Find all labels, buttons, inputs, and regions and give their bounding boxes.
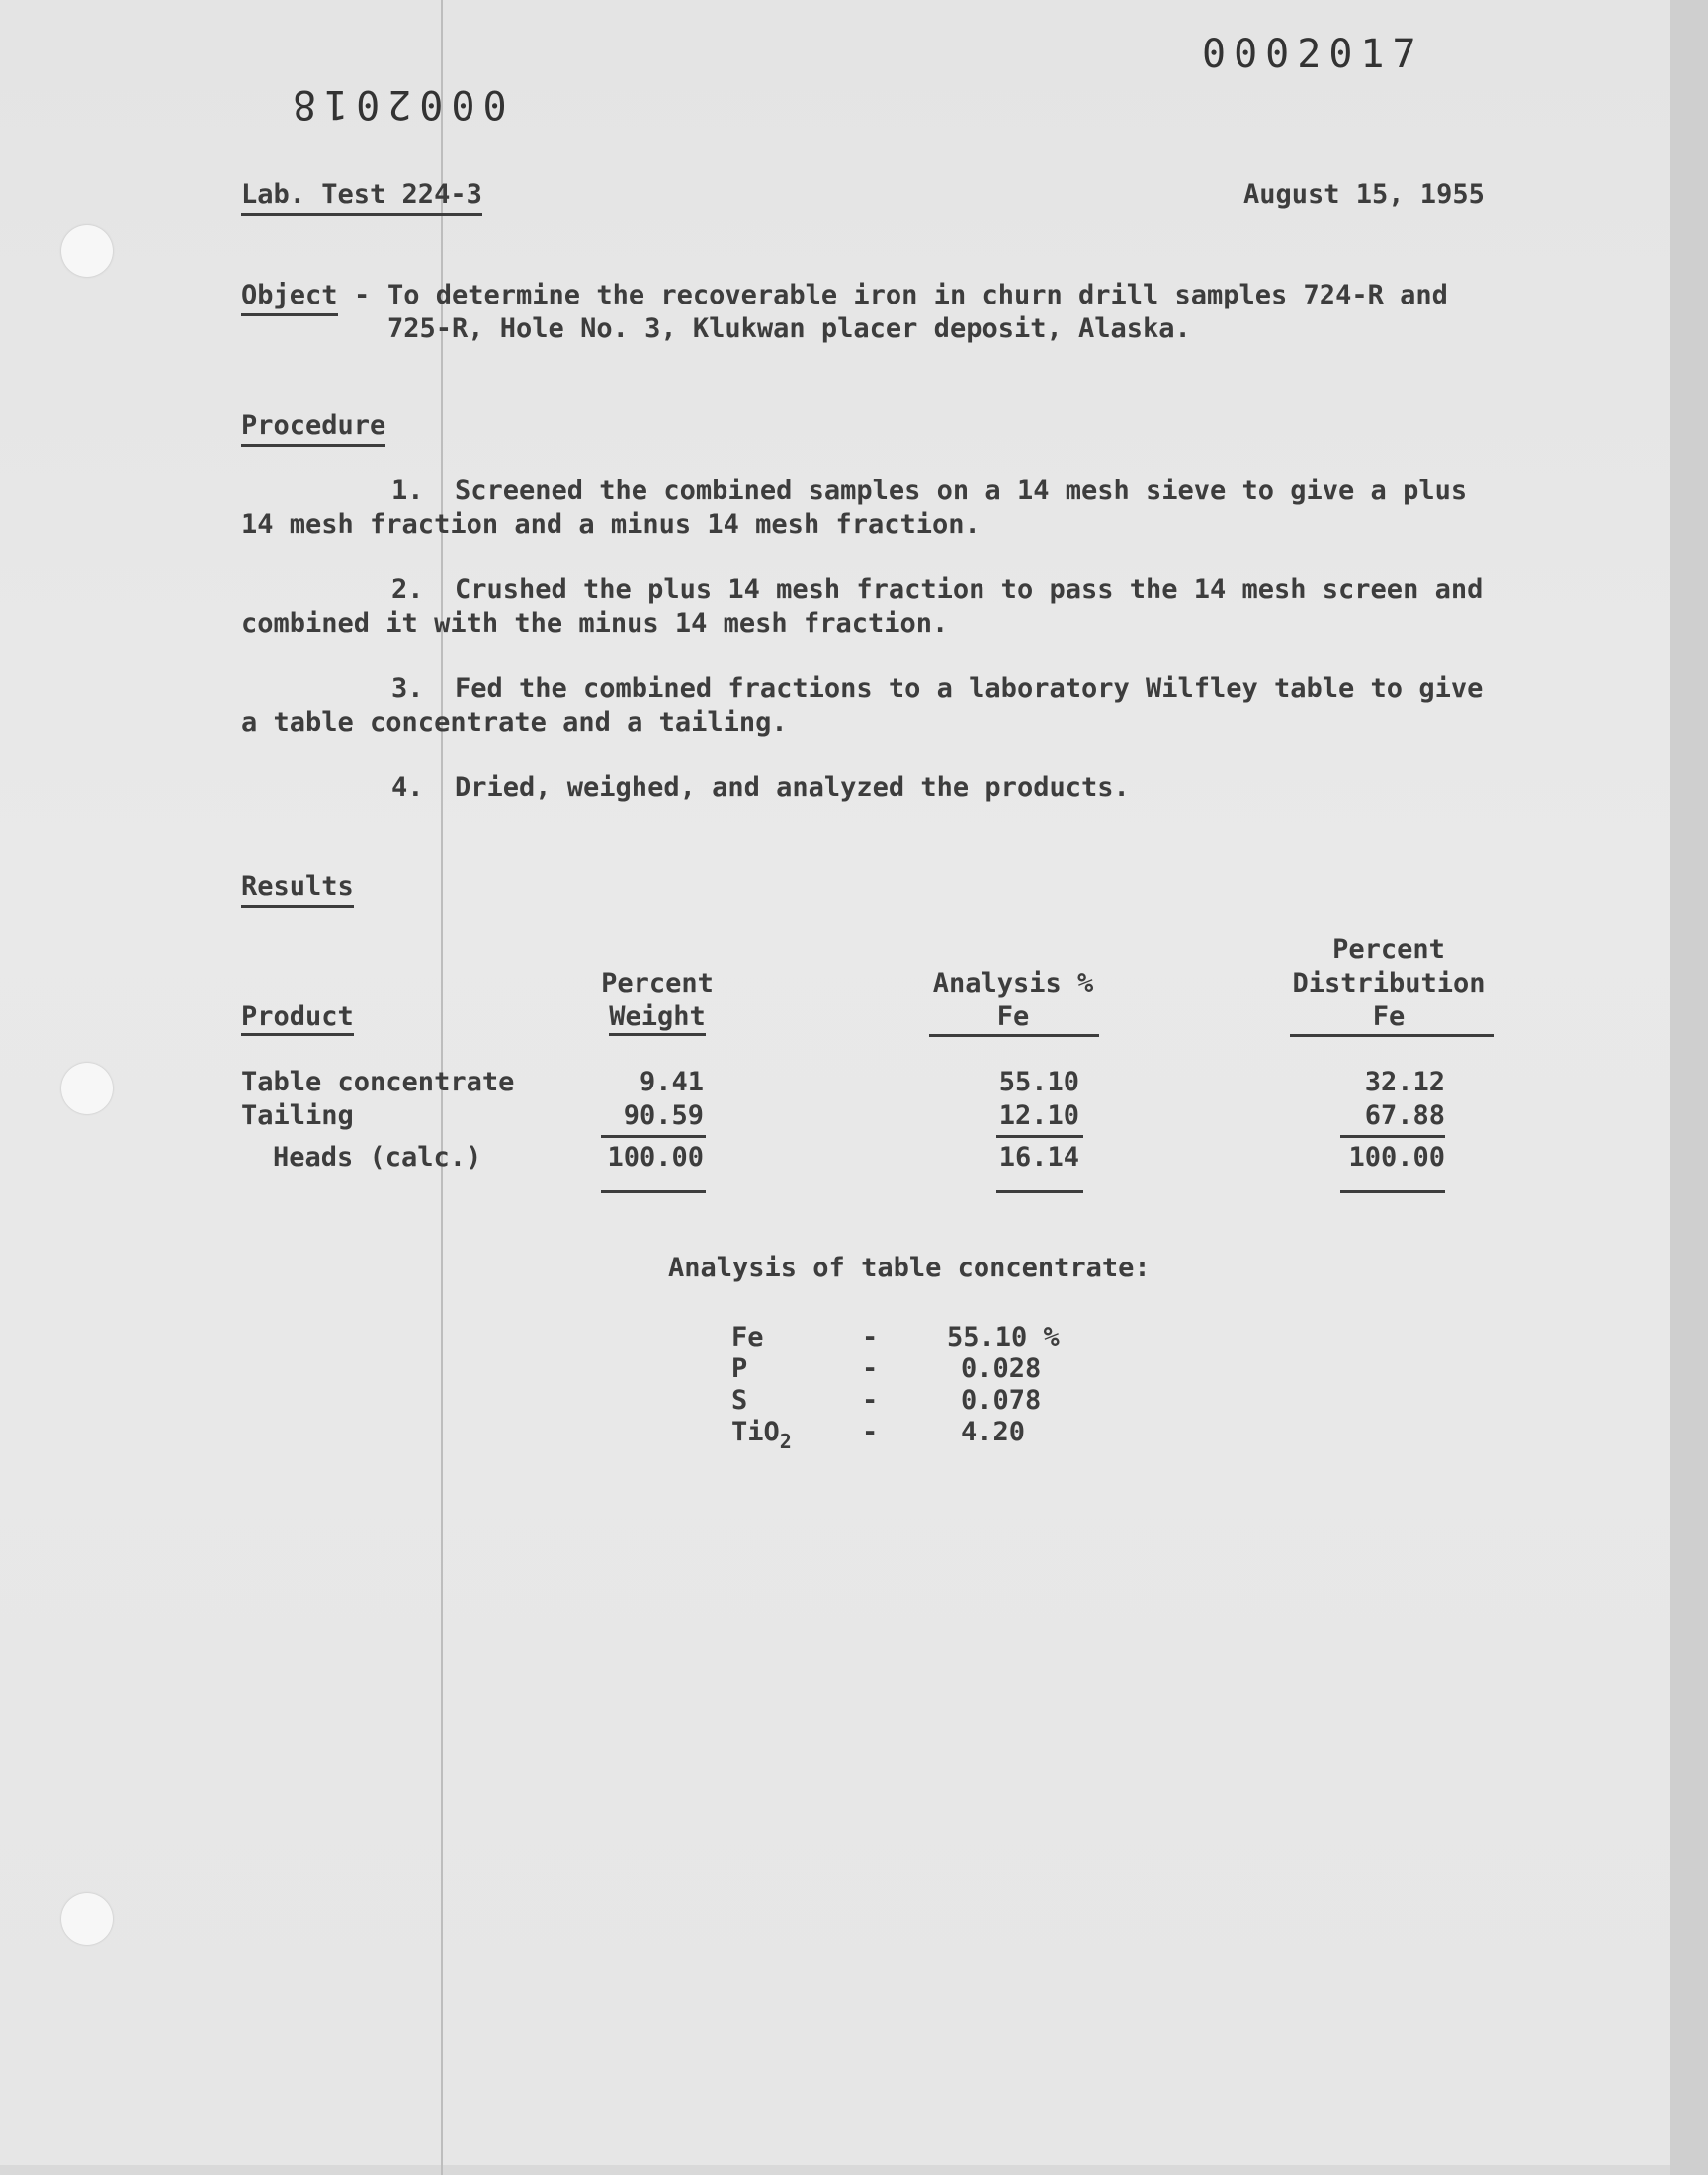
table-row-distribution: 67.88 [1364, 1100, 1445, 1131]
serial-number-top-right: 0002017 [1202, 32, 1424, 77]
element-symbol: Fe [731, 1322, 764, 1352]
step-number: 3. [391, 673, 424, 704]
concentrate-heading: Analysis of table concentrate: [668, 1253, 1151, 1283]
step-text-line-2: combined it with the minus 14 mesh fraction. [241, 608, 949, 639]
punch-hole-top [61, 225, 113, 277]
element-dash: - [862, 1385, 879, 1416]
col-header-distribution-line-2: Distribution [1292, 968, 1486, 999]
step-text-line-2: 14 mesh fraction and a minus 14 mesh fraction. [241, 509, 981, 540]
col-header-analysis-line-2: Fe [996, 1001, 1030, 1032]
object-text-line-2: 725-R, Hole No. 3, Klukwan placer deposit, Alaska. [387, 313, 1191, 344]
table-row-product: Table concentrate [241, 1067, 515, 1097]
element-value: 55.10 % [947, 1322, 1060, 1352]
element-symbol: P [731, 1353, 748, 1384]
analysis-sum-rule [996, 1135, 1083, 1138]
col-header-analysis-line-1: Analysis % [932, 968, 1094, 999]
page-edge-shadow [1670, 0, 1708, 2175]
table-row-weight: 100.00 [607, 1142, 704, 1173]
col-header-distribution-line-1: Percent [1332, 934, 1445, 965]
step-number: 4. [391, 772, 424, 803]
element-symbol: S [731, 1385, 748, 1416]
object-dash: - [354, 280, 371, 310]
serial-number-top-left: 0002018 [285, 81, 507, 127]
element-dash: - [862, 1353, 879, 1384]
punch-hole-bottom [61, 1893, 113, 1945]
weight-total-rule [601, 1190, 706, 1193]
table-row-product: Heads (calc.) [273, 1142, 482, 1173]
step-text-line-1: Screened the combined samples on a 14 mesh sieve to give a plus [455, 476, 1468, 506]
col-header-product: Product [241, 1000, 354, 1034]
distribution-header-rule [1290, 1034, 1494, 1037]
analysis-header-rule [929, 1034, 1099, 1037]
weight-sum-rule [601, 1135, 706, 1138]
element-dash: - [862, 1417, 879, 1447]
step-text-line-1: Dried, weighed, and analyzed the products. [455, 772, 1130, 803]
table-row-weight: 90.59 [623, 1100, 704, 1131]
step-number: 1. [391, 476, 424, 506]
distribution-total-rule [1340, 1190, 1445, 1193]
col-header-distribution-line-3: Fe [1372, 1001, 1406, 1032]
element-symbol: TiO$_2$ [731, 1417, 792, 1453]
table-row-product: Tailing [241, 1100, 354, 1131]
col-header-weight-line-1: Percent [601, 968, 714, 999]
element-value: 0.028 [961, 1353, 1042, 1384]
procedure-heading: Procedure [241, 409, 385, 447]
step-text-line-1: Fed the combined fractions to a laboratory Wilfley table to give [455, 673, 1484, 704]
distribution-sum-rule [1340, 1135, 1445, 1138]
step-number: 2. [391, 574, 424, 605]
table-row-distribution: 100.00 [1348, 1142, 1445, 1173]
punch-hole-middle [61, 1063, 113, 1114]
element-value: 4.20 [961, 1417, 1026, 1447]
col-header-weight-line-2: Weight [593, 1000, 722, 1034]
object-label: Object [241, 279, 338, 316]
lab-test-number: Lab. Test 224-3 [241, 178, 482, 216]
table-row-weight: 9.41 [639, 1067, 704, 1097]
object-text-line-1: To determine the recoverable iron in churn drill samples 724-R and [387, 280, 1448, 310]
analysis-total-rule [996, 1190, 1083, 1193]
document-date: August 15, 1955 [1243, 179, 1485, 210]
element-value: 0.078 [961, 1385, 1042, 1416]
table-row-distribution: 32.12 [1364, 1067, 1445, 1097]
table-row-analysis: 55.10 [998, 1067, 1079, 1097]
step-text-line-1: Crushed the plus 14 mesh fraction to pass the 14 mesh screen and [455, 574, 1484, 605]
results-heading: Results [241, 870, 354, 908]
table-row-analysis: 12.10 [998, 1100, 1079, 1131]
element-dash: - [862, 1322, 879, 1352]
table-row-analysis: 16.14 [998, 1142, 1079, 1173]
step-text-line-2: a table concentrate and a tailing. [241, 707, 788, 738]
